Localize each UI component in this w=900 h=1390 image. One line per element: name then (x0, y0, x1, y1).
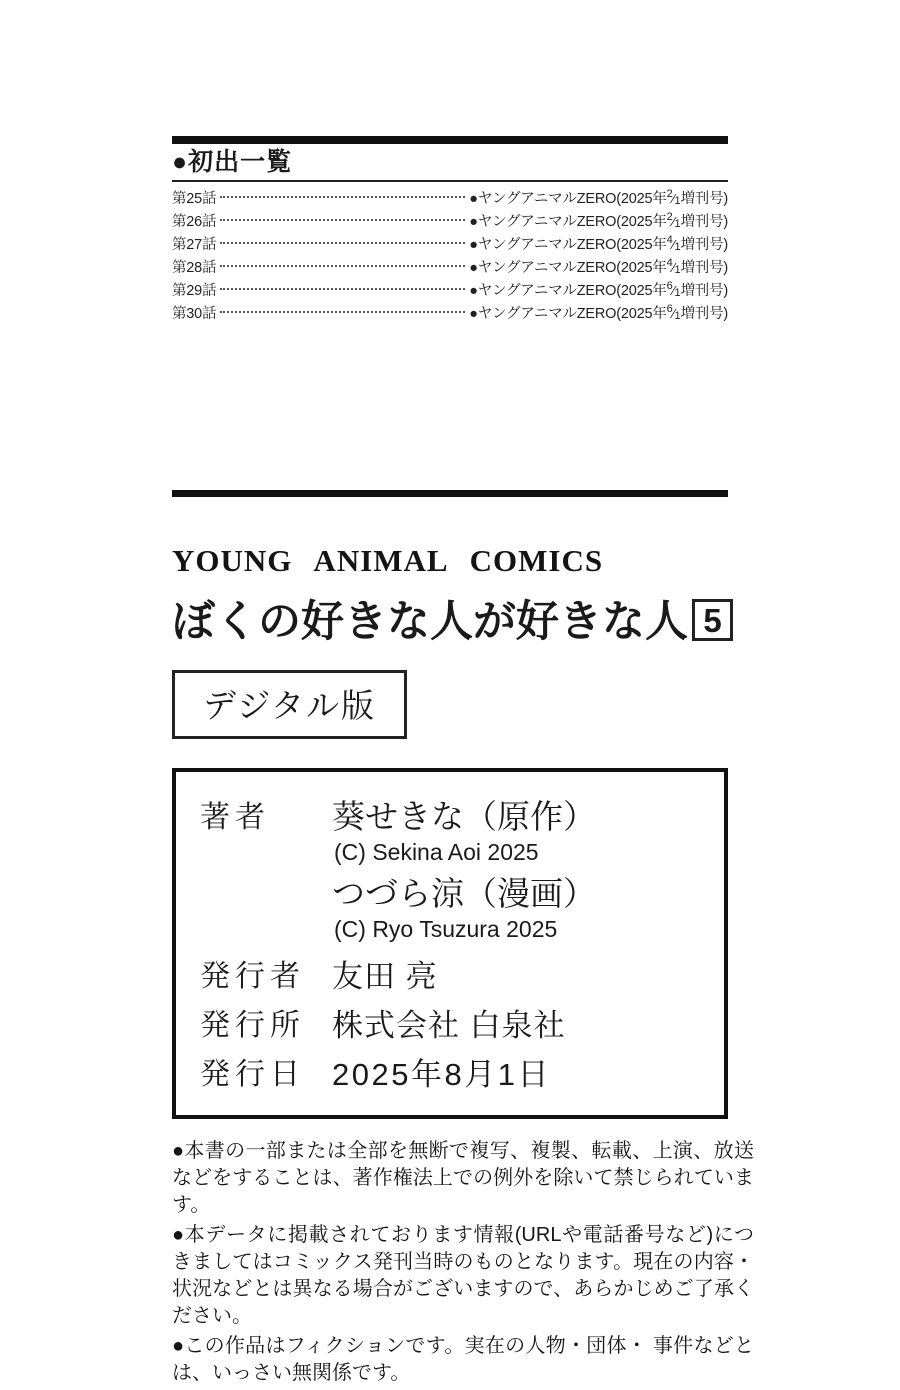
publisher-label: 発行者 (200, 960, 305, 993)
legal-notices (172, 1138, 754, 1387)
publication-date-row (200, 1053, 708, 1097)
issue-label: ●ヤングアニマルZERO(2025年$^4$⁄1増刊号) (469, 257, 728, 276)
publication-row (172, 187, 728, 210)
author-row (200, 796, 708, 950)
dotted-leader (220, 242, 465, 244)
chapter-label: 第25話 (172, 191, 217, 207)
dotted-leader (220, 265, 465, 267)
dotted-leader (220, 288, 465, 290)
publication-date-label: 発行日 (200, 1058, 305, 1091)
author-original-copyright: (C) Sekina Aoi 2025 (334, 839, 539, 865)
publication-row (172, 233, 728, 256)
first-publication-title: ●初出一覧 (172, 148, 293, 176)
author-art-copyright: (C) Ryo Tsuzura 2025 (334, 916, 558, 942)
issue-label: ●ヤングアニマルZERO(2025年$^6$⁄1増刊号) (469, 303, 728, 322)
chapter-label: 第29話 (172, 283, 217, 299)
book-title (172, 597, 728, 647)
top-rule (172, 136, 728, 144)
dotted-leader (220, 196, 465, 198)
issue-label: ●ヤングアニマルZERO(2025年$^4$⁄1増刊号) (469, 234, 728, 253)
publisher-name: 友田 亮 (332, 959, 438, 994)
author-original-name: 葵せきな（原作） (332, 798, 596, 835)
colophon-page (172, 136, 754, 1390)
publishing-house-name: 株式会社 白泉社 (332, 1008, 566, 1043)
chapter-label: 第27話 (172, 237, 217, 253)
edition-label: デジタル版 (172, 670, 407, 739)
issue-label: ●ヤングアニマルZERO(2025年$^6$⁄1増刊号) (469, 280, 728, 299)
publishing-house-row (200, 1004, 708, 1048)
title-underline (172, 180, 728, 182)
book-title-text: ぼくの好きな人が好きな人 (172, 598, 688, 646)
dotted-leader (220, 311, 465, 313)
chapter-label: 第30話 (172, 306, 217, 322)
publication-row (172, 256, 728, 279)
author-art-name: つづら涼（漫画） (332, 875, 596, 912)
publication-date: 2025年8月1日 (332, 1057, 551, 1092)
volume-badge: 5 (692, 599, 733, 641)
issue-label: ●ヤングアニマルZERO(2025年$^2$⁄1増刊号) (469, 211, 728, 230)
dotted-leader (220, 219, 465, 221)
section-divider-rule (172, 490, 728, 497)
colophon-box (172, 768, 728, 1119)
first-publication-list (172, 187, 728, 325)
data-accuracy-notice: ●本データに掲載されております情報(URLや電話番号など)につきましてはコミックス発刊当時のものとなります。現在の内容・状況などとは異なる場合がございますので、あらかじめご了承ください。 (172, 1224, 754, 1327)
publishing-house-label: 発行所 (200, 1009, 305, 1042)
series-name: YOUNG ANIMAL COMICS (172, 543, 604, 578)
author-value (332, 796, 596, 950)
author-label: 著者 (200, 801, 270, 834)
publication-row (172, 210, 728, 233)
publication-row (172, 302, 728, 325)
fiction-disclaimer: ●この作品はフィクションです。実在の人物・団体・ 事件などとは、いっさい無関係です。 (172, 1335, 754, 1384)
publication-row (172, 279, 728, 302)
copyright-notice: ●本書の一部または全部を無断で複写、複製、転載、上演、放送などをすることは、著作権法上での例外を除いて禁じられています。 (172, 1140, 754, 1216)
issue-label: ●ヤングアニマルZERO(2025年$^2$⁄1増刊号) (469, 188, 728, 207)
chapter-label: 第28話 (172, 260, 217, 276)
chapter-label: 第26話 (172, 214, 217, 230)
publisher-row (200, 955, 708, 999)
